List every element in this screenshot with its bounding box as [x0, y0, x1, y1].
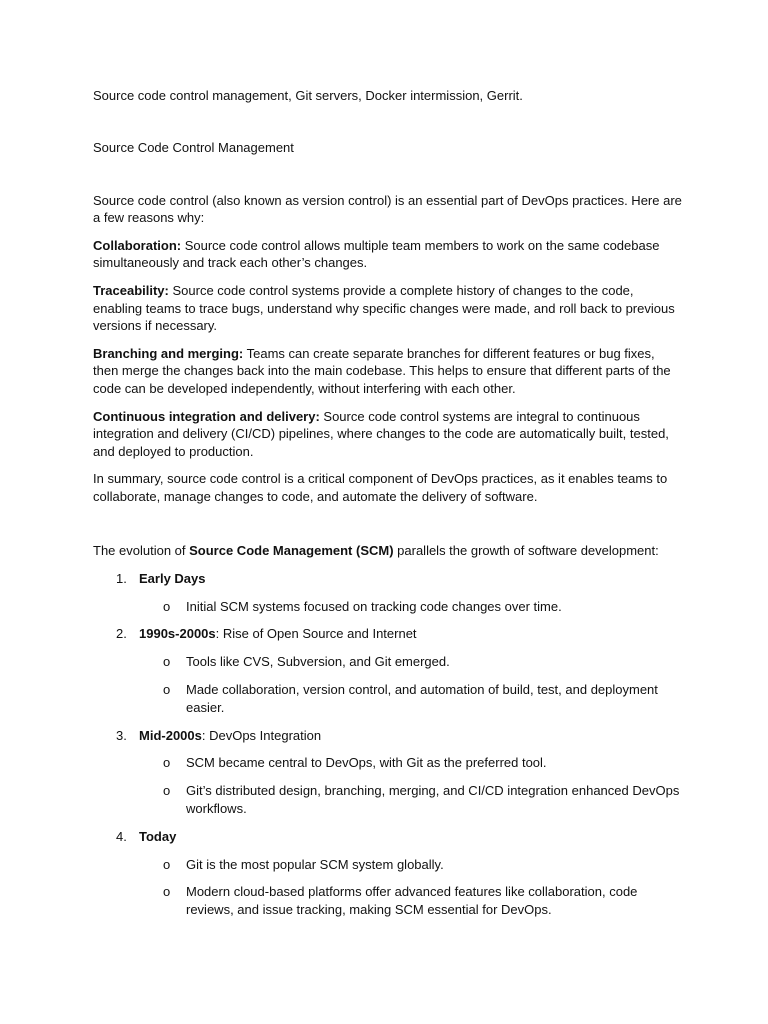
- point-text: Teams can create separate branches for different features or bug fixes, then merge the changes back into the main codebase. This helps to ensure that different parts of the code can be developed independently, without interfering with each other.: [93, 345, 671, 397]
- evolution-lead: [93, 542, 683, 560]
- sub-list-item: [139, 754, 683, 772]
- sub-item-text: SCM became central to DevOps, with Git as the preferred tool.: [186, 755, 547, 771]
- list-number: 2.: [116, 626, 127, 642]
- list-number: 1.: [116, 570, 127, 586]
- list-item-title: Mid-2000s: [139, 727, 202, 743]
- sub-list: [139, 653, 683, 716]
- point-text: Source code control allows multiple team members to work on the same codebase simultaneously and track each other’s changes.: [93, 237, 660, 271]
- point-text: Source code control systems provide a complete history of changes to the code, enabling teams to trace bugs, understand why specific changes were made, and roll back to previous versions if necessary.: [93, 282, 675, 334]
- sub-list: [139, 598, 683, 616]
- sub-list: [139, 856, 683, 919]
- list-item-title: Today: [139, 828, 177, 844]
- list-item: [93, 625, 683, 716]
- sub-list-item: [139, 653, 683, 671]
- lead-paragraph: Source code control (also known as version control) is an essential part of DevOps practices. Here are a few reasons why:: [93, 192, 682, 226]
- section-heading: Source Code Control Management: [93, 139, 294, 155]
- point-text: Source code control systems are integral to continuous integration and delivery (CI/CD) pipelines, where changes to the code are automatically built, tested, and deployed to production.: [93, 408, 669, 460]
- list-item: [93, 727, 683, 818]
- sub-list-item: [139, 856, 683, 874]
- list-item-title: 1990s-2000s: [139, 626, 216, 642]
- point-collaboration: [93, 237, 683, 273]
- circle-bullet-icon: o: [163, 682, 171, 698]
- point-term: Continuous integration and delivery:: [93, 408, 320, 424]
- list-item: [93, 828, 683, 919]
- point-term: Collaboration:: [93, 237, 182, 253]
- circle-bullet-icon: o: [163, 598, 171, 614]
- list-item-title: Early Days: [139, 570, 206, 586]
- sub-list-item: [139, 681, 683, 717]
- sub-item-text: Tools like CVS, Subversion, and Git emerged.: [186, 654, 450, 670]
- list-item-rest: : DevOps Integration: [201, 727, 322, 743]
- sub-item-text: Initial SCM systems focused on tracking code changes over time.: [186, 598, 562, 614]
- evolution-lead-bold: Source Code Management (SCM): [189, 543, 394, 559]
- sub-item-text: Git’s distributed design, branching, merging, and CI/CD integration enhanced DevOps workflows.: [186, 783, 680, 817]
- list-item: [93, 570, 683, 616]
- point-branching: [93, 345, 683, 398]
- evolution-list: [93, 570, 683, 919]
- sub-list-item: [139, 883, 683, 919]
- sub-item-text: Made collaboration, version control, and automation of build, test, and deployment easier.: [186, 682, 658, 715]
- point-term: Traceability:: [93, 282, 169, 298]
- point-traceability: [93, 282, 683, 335]
- sub-list-item: [139, 782, 683, 818]
- circle-bullet-icon: o: [163, 856, 171, 872]
- list-number: 3.: [116, 727, 127, 743]
- circle-bullet-icon: o: [163, 783, 171, 799]
- list-number: 4.: [116, 828, 127, 844]
- sub-item-text: Git is the most popular SCM system globally.: [186, 856, 444, 872]
- evolution-lead-after: parallels the growth of software development:: [393, 543, 659, 559]
- sub-list: [139, 754, 683, 817]
- document-body: [93, 87, 683, 929]
- point-ci-cd: [93, 408, 683, 461]
- sub-item-text: Modern cloud-based platforms offer advanced features like collaboration, code reviews, and issue tracking, making SCM essential for DevOps.: [186, 884, 638, 918]
- summary-paragraph: In summary, source code control is a critical component of DevOps practices, as it enables teams to collaborate, manage changes to code, and automate the delivery of software.: [93, 471, 668, 505]
- list-item-rest: : Rise of Open Source and Internet: [215, 626, 417, 642]
- circle-bullet-icon: o: [163, 654, 171, 670]
- intro-line: Source code control management, Git servers, Docker intermission, Gerrit.: [93, 88, 523, 103]
- circle-bullet-icon: o: [163, 755, 171, 771]
- point-term: Branching and merging:: [93, 345, 244, 361]
- circle-bullet-icon: o: [163, 884, 171, 900]
- sub-list-item: [139, 598, 683, 616]
- evolution-lead-before: The evolution of: [93, 543, 190, 559]
